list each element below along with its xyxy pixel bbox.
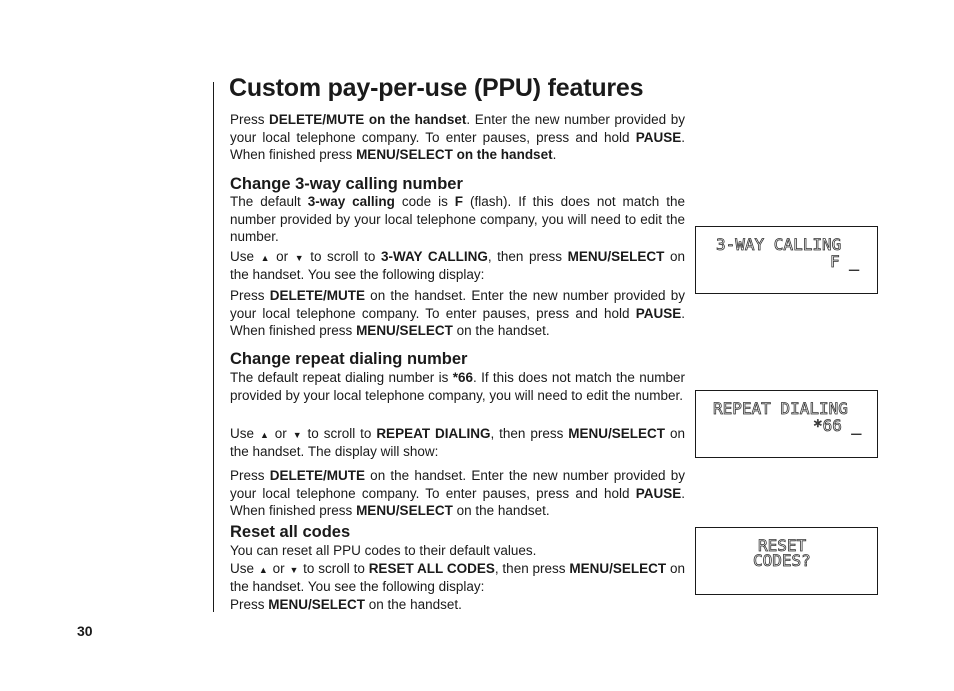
text-run: on the handset. [452,323,550,338]
lcd-line-2: *66 _ [813,416,862,435]
text-run: The default repeat dialing number is [230,370,453,385]
lcd-display-3way [695,226,878,294]
text-run: , then press [494,561,570,576]
text-run: to scroll to [304,249,381,264]
threeway-scroll-paragraph [230,248,685,283]
bold-term: MENU/SELECT on the handset [356,147,553,162]
reset-scroll-paragraph [230,560,685,595]
text-run: on the handset. The display will show: [230,426,685,459]
text-run: on the handset. [452,503,550,518]
lcd-line-1: 3-WAY CALLING [716,235,842,254]
page-number: 30 [77,623,93,639]
down-arrow-icon: ▼ [294,253,304,263]
bold-term: DELETE/MUTE [269,468,365,483]
text-run: on the handset. You see the following display: [230,249,685,282]
lcd-line-1: RESET [758,536,807,555]
text-run: on the handset. You see the following display: [230,561,685,594]
text-run: or [268,561,289,576]
threeway-edit-paragraph [230,287,685,340]
text-run: Use [230,561,258,576]
bold-term: DELETE/MUTE [269,288,365,303]
down-arrow-icon: ▼ [289,565,299,575]
text-run: Press [230,597,269,612]
text-run: . Enter the new number provided by your local telephone company. To enter pauses, press and hold [230,112,685,145]
text-run: Use [230,426,259,441]
bold-term: MENU/SELECT [356,323,453,338]
heading-repeat-dialing: Change repeat dialing number [230,350,468,368]
bold-term: RESET ALL CODES [368,561,495,576]
bold-term: MENU/SELECT [268,597,366,612]
text-run: Press [230,288,270,303]
reset-intro-paragraph [230,542,685,560]
text-run: or [269,426,292,441]
up-arrow-icon: ▲ [259,430,269,440]
bold-term: *66 [452,370,473,385]
text-run: Use [230,249,260,264]
bold-term: DELETE/MUTE on the handset [269,112,467,127]
bold-term: PAUSE [635,305,682,321]
text-run: . [552,147,557,162]
text-run: The default [230,194,308,209]
heading-reset-all-codes: Reset all codes [230,523,351,541]
text-run: You can reset all PPU codes to their default values. [230,543,537,558]
lcd-display-repeat [695,390,878,458]
up-arrow-icon: ▲ [260,253,270,263]
text-run: Press [230,112,270,127]
intro-paragraph [230,111,685,164]
text-run: to scroll to [302,426,377,441]
lcd-display-reset [695,527,878,595]
bold-term: 3-way calling [307,194,395,209]
bold-term: MENU/SELECT [568,426,666,441]
text-run: , then press [490,426,569,441]
text-run: (flash). If this does not match the number provided by your local telephone company, you will need to edit the number. [230,194,686,244]
reset-press-paragraph [230,596,685,614]
text-run: . When finished press [230,485,685,518]
text-run: . If this does not match the number provided by your local telephone company, you will need to edit the number. [230,370,685,403]
text-run: code is [394,194,455,209]
text-run: on the handset. [365,597,462,612]
text-run: . When finished press [230,129,685,162]
text-run: on the handset. Enter the new number provided by your local telephone company. To enter pauses, press and hold [230,288,685,321]
text-run: . When finished press [230,305,685,338]
bold-term: MENU/SELECT [569,561,667,576]
lcd-line-1: REPEAT DIALING [713,399,848,418]
repeat-scroll-paragraph [230,425,685,460]
heading-3way-calling: Change 3-way calling number [230,175,463,193]
bold-term: MENU/SELECT [356,503,453,518]
text-run: Press [230,468,270,483]
text-run: to scroll to [299,561,369,576]
text-run: or [270,249,294,264]
bold-term: PAUSE [635,485,682,501]
down-arrow-icon: ▼ [292,430,302,440]
threeway-default-paragraph [230,193,685,246]
lcd-line-2: CODES? [753,551,811,570]
bold-term: 3-WAY CALLING [380,249,488,264]
bold-term: PAUSE [635,129,682,145]
bold-term: MENU/SELECT [567,249,665,264]
text-run: on the handset. Enter the new number provided by your local telephone company. To enter pauses, press and hold [230,468,685,501]
margin-rule [213,82,214,612]
lcd-line-2: F _ [830,252,859,271]
text-run: , then press [487,249,568,264]
page-title: Custom pay-per-use (PPU) features [229,74,644,102]
bold-term: F [454,194,464,209]
up-arrow-icon: ▲ [258,565,268,575]
repeat-default-paragraph [230,369,685,404]
repeat-edit-paragraph [230,467,685,520]
bold-term: REPEAT DIALING [376,426,491,441]
